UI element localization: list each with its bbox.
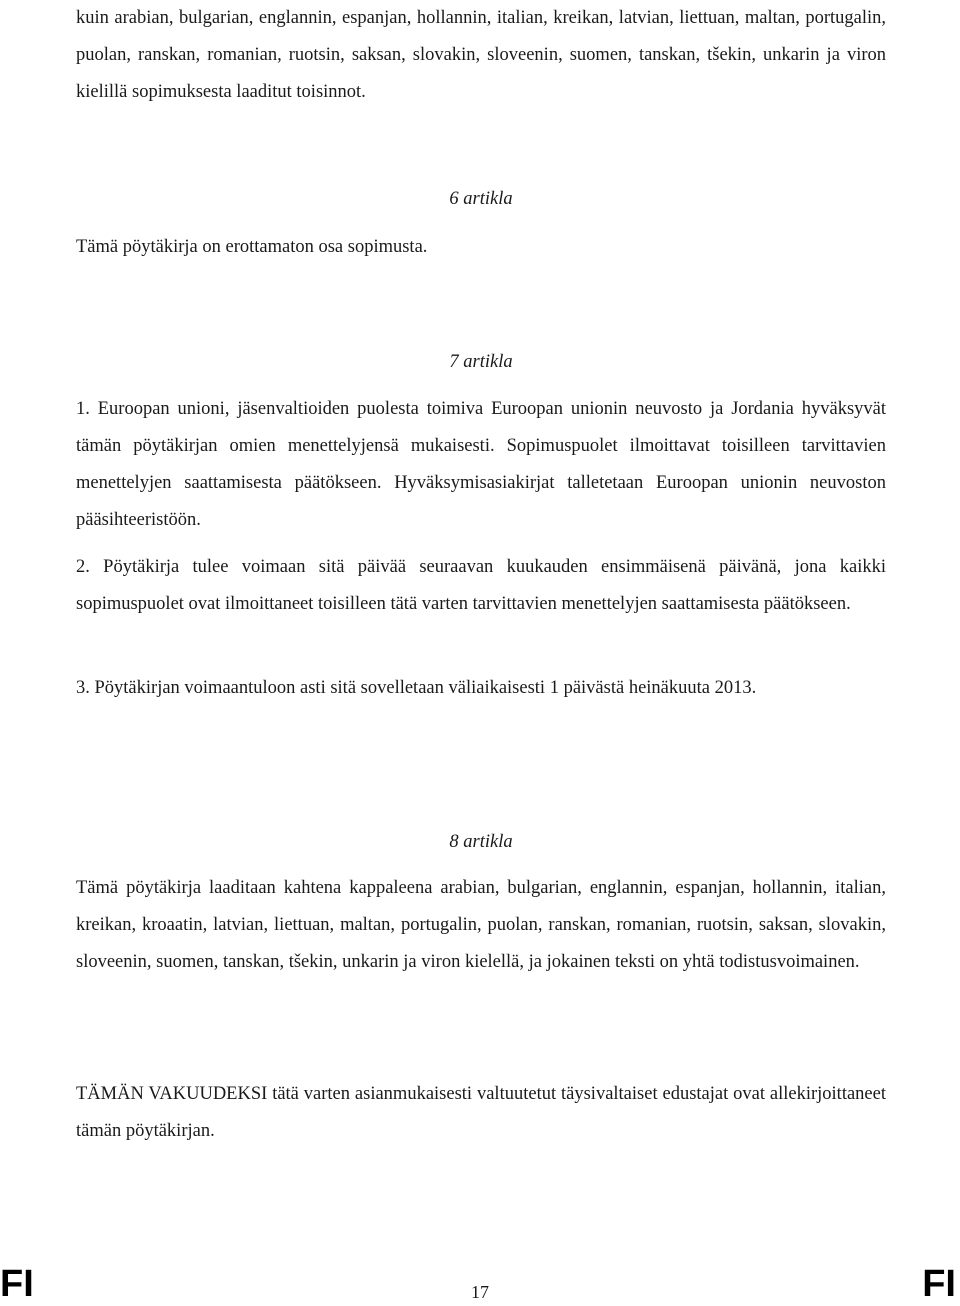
page-number: 17 <box>471 1282 489 1302</box>
footer-language-code-right: FI <box>922 1263 956 1305</box>
article-8-text: Tämä pöytäkirja laaditaan kahtena kappaleena arabian, bulgarian, englannin, espanjan, hollannin, italian, kreikan, kroaatin, latvian, liettuan, maltan, portugalin, puolan, ranskan, romanian, ruotsin, saksan, slovakin, sloveenin, suomen, tanskan, tšekin, unkarin ja viron kielellä, ja jokainen teksti on yhtä todistusvoimainen. <box>76 878 886 972</box>
article-8-heading: 8 artikla <box>449 832 513 852</box>
article-6-text: Tämä pöytäkirja on erottamaton osa sopimusta. <box>76 237 428 257</box>
article-7-paragraph-2: 2. Pöytäkirja tulee voimaan sitä päivää seuraavan kuukauden ensimmäisenä päivänä, jona kaikki sopimuspuolet ovat ilmoittaneet toisilleen tätä varten tarvittavien menettelyjen saattamisesta päätökseen. <box>76 557 886 614</box>
intro-continuation-paragraph: kuin arabian, bulgarian, englannin, espanjan, hollannin, italian, kreikan, latvian, liettuan, maltan, portugalin, puolan, ranskan, romanian, ruotsin, saksan, slovakin, sloveenin, suomen, tanskan, tšekin, unkarin ja viron kielillä sopimuksesta laaditut toisinnot. <box>76 8 886 102</box>
article-7-heading: 7 artikla <box>449 352 513 372</box>
article-6-heading: 6 artikla <box>449 189 513 209</box>
article-7-paragraph-3: 3. Pöytäkirjan voimaantuloon asti sitä sovelletaan väliaikaisesti 1 päivästä heinäkuuta 2013. <box>76 678 757 698</box>
footer-language-code-left: FI <box>0 1263 34 1305</box>
closing-paragraph: TÄMÄN VAKUUDEKSI tätä varten asianmukaisesti valtuutetut täysivaltaiset edustajat ovat allekirjoittaneet tämän pöytäkirjan. <box>76 1084 886 1141</box>
article-7-paragraph-1: 1. Euroopan unioni, jäsenvaltioiden puolesta toimiva Euroopan unionin neuvosto ja Jordania hyväksyvät tämän pöytäkirjan omien menettelyjensä mukaisesti. Sopimuspuolet ilmoittavat toisilleen tarvittavien menettelyjen saattamisesta päätökseen. Hyväksymisasiakirjat talletetaan Euroopan unionin neuvoston pääsihteeristöön. <box>76 399 886 530</box>
